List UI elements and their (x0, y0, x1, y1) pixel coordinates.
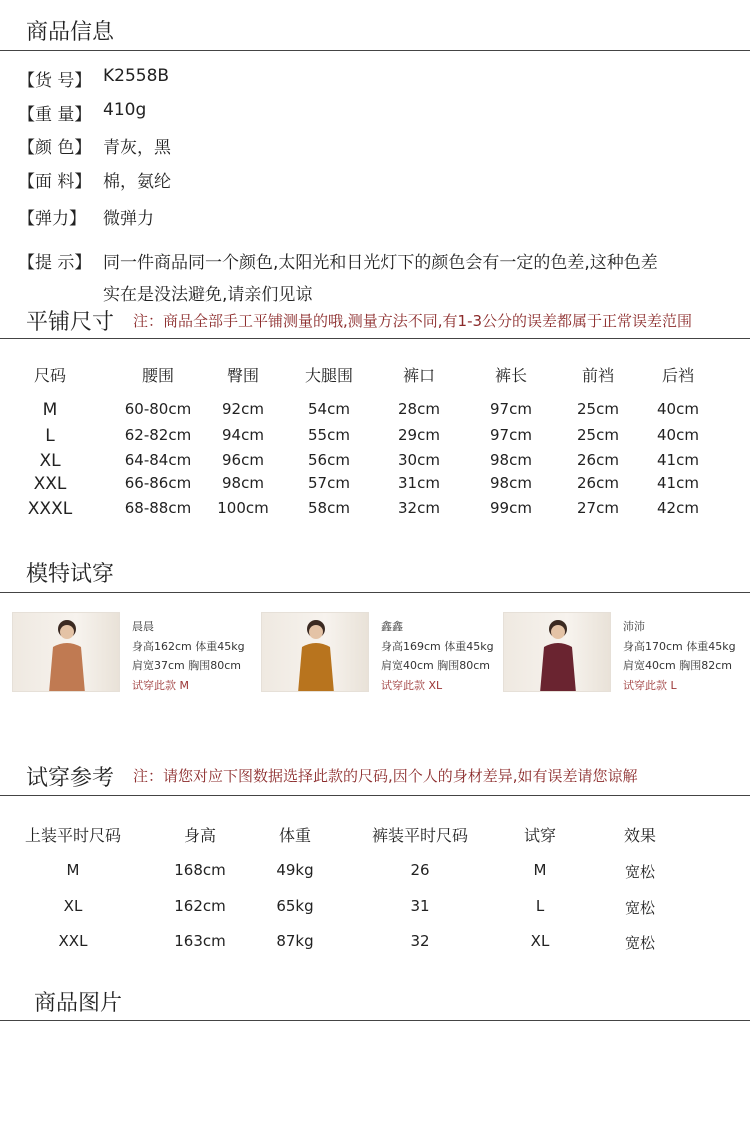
info-value: 棉，氨纶 (103, 172, 171, 192)
size-cell: 60-80cm (124, 400, 192, 418)
size-cell: 98cm (490, 451, 532, 469)
size-cell: 54cm (308, 400, 350, 418)
model-try: 试穿此款 XL (381, 679, 443, 692)
tip-line-2: 实在是没法避免,请亲们见谅 (103, 285, 313, 305)
info-label: 【货 号】 (18, 71, 92, 91)
size-cell: 29cm (398, 426, 440, 444)
size-cell: 94cm (222, 426, 264, 444)
size-table-note: 注：商品全部手工平铺测量的哦,测量方法不同,有1-3公分的误差都属于正常误差范围 (133, 312, 693, 330)
fit-cell: 31 (410, 897, 430, 915)
size-cell: 30cm (398, 451, 440, 469)
size-cell: 99cm (490, 499, 532, 517)
model-line1: 身高162cm 体重45kg (132, 640, 245, 653)
size-cell: 26cm (577, 474, 619, 492)
size-cell: 40cm (657, 400, 699, 418)
info-value: K2558B (103, 66, 170, 86)
fit-header-cell: 身高 (183, 826, 216, 845)
size-cell: 97cm (490, 426, 532, 444)
size-cell: 40cm (657, 426, 699, 444)
model-try: 试穿此款 L (623, 679, 677, 692)
fit-cell: 163cm (174, 932, 226, 950)
fit-cell: 26 (410, 861, 430, 879)
fit-cell: XXL (58, 932, 88, 950)
fit-header-cell: 上装平时尺码 (24, 826, 121, 845)
size-cell: XXXL (27, 499, 73, 519)
size-cell: L (45, 426, 55, 446)
divider (0, 795, 750, 796)
size-cell: 32cm (398, 499, 440, 517)
size-cell: 58cm (308, 499, 350, 517)
fit-cell: 65kg (276, 897, 314, 915)
size-cell: 97cm (490, 400, 532, 418)
fit-cell: 32 (410, 932, 430, 950)
info-label: 【面 料】 (18, 172, 92, 192)
size-cell: 27cm (577, 499, 619, 517)
size-cell: 68-88cm (124, 499, 192, 517)
fit-header-cell: 试穿 (523, 826, 556, 845)
info-value: 410g (103, 100, 147, 120)
model-line2: 肩宽40cm 胸围82cm (623, 659, 733, 672)
model-name: 鑫鑫 (381, 620, 403, 633)
size-cell: 100cm (217, 499, 269, 517)
fit-cell: XL (530, 932, 550, 950)
fit-cell: 宽松 (624, 863, 655, 881)
model-name: 沛沛 (623, 620, 645, 633)
size-cell: 98cm (490, 474, 532, 492)
size-cell: 62-82cm (124, 426, 192, 444)
info-label: 【弹力】 (18, 209, 86, 229)
size-header-cell: 大腿围 (304, 366, 353, 385)
fit-cell: 162cm (174, 897, 226, 915)
size-cell: XL (39, 451, 61, 471)
info-value: 微弹力 (103, 209, 154, 229)
size-cell: 25cm (577, 400, 619, 418)
size-header-cell: 后裆 (661, 366, 694, 385)
models-title: 模特试穿 (26, 562, 115, 587)
size-cell: 31cm (398, 474, 440, 492)
model-line1: 身高170cm 体重45kg (623, 640, 736, 653)
model-photo (261, 612, 369, 692)
size-cell: M (42, 400, 58, 420)
info-label: 【颜 色】 (18, 138, 92, 158)
product-images-title: 商品图片 (34, 991, 123, 1016)
size-cell: 96cm (222, 451, 264, 469)
size-cell: XXL (33, 474, 67, 494)
size-cell: 98cm (222, 474, 264, 492)
model-photo (12, 612, 120, 692)
size-cell: 55cm (308, 426, 350, 444)
fit-cell: 87kg (276, 932, 314, 950)
fit-cell: 168cm (174, 861, 226, 879)
size-header-cell: 前裆 (581, 366, 614, 385)
model-line2: 肩宽37cm 胸围80cm (132, 659, 242, 672)
divider (0, 592, 750, 593)
size-header-cell: 裤长 (494, 366, 527, 385)
fit-cell: 宽松 (624, 934, 655, 952)
model-try: 试穿此款 M (132, 679, 189, 692)
model-photo (503, 612, 611, 692)
fit-cell: XL (63, 897, 83, 915)
info-value: 青灰，黑 (103, 138, 171, 158)
size-header-cell: 尺码 (33, 366, 66, 385)
size-cell: 57cm (308, 474, 350, 492)
fit-cell: M (66, 861, 80, 879)
fit-ref-note: 注：请您对应下图数据选择此款的尺码,因个人的身材差异,如有误差请您谅解 (133, 767, 638, 785)
size-table-title: 平铺尺寸 (26, 310, 115, 335)
size-cell: 92cm (222, 400, 264, 418)
divider (0, 338, 750, 339)
tip-label: 【提 示】 (18, 253, 92, 273)
fit-cell: L (535, 897, 545, 915)
size-header-cell: 腰围 (141, 366, 174, 385)
size-cell: 25cm (577, 426, 619, 444)
size-cell: 42cm (657, 499, 699, 517)
model-name: 晨晨 (132, 620, 154, 633)
size-cell: 64-84cm (124, 451, 192, 469)
model-line2: 肩宽40cm 胸围80cm (381, 659, 491, 672)
model-line1: 身高169cm 体重45kg (381, 640, 494, 653)
size-cell: 41cm (657, 451, 699, 469)
info-label: 【重 量】 (18, 105, 92, 125)
tip-line-1: 同一件商品同一个颜色,太阳光和日光灯下的颜色会有一定的色差,这种色差 (103, 253, 658, 273)
size-cell: 66-86cm (124, 474, 192, 492)
fit-cell: 49kg (276, 861, 314, 879)
fit-cell: 宽松 (624, 899, 655, 917)
fit-header-cell: 体重 (278, 826, 311, 845)
product-info-title: 商品信息 (26, 20, 115, 45)
fit-header-cell: 裤装平时尺码 (371, 826, 468, 845)
size-cell: 26cm (577, 451, 619, 469)
size-cell: 28cm (398, 400, 440, 418)
divider (0, 1020, 750, 1021)
size-header-cell: 臀围 (226, 366, 259, 385)
size-cell: 56cm (308, 451, 350, 469)
fit-ref-title: 试穿参考 (26, 766, 115, 791)
size-header-cell: 裤口 (402, 366, 435, 385)
divider (0, 50, 750, 51)
size-cell: 41cm (657, 474, 699, 492)
fit-header-cell: 效果 (623, 826, 656, 845)
fit-cell: M (533, 861, 547, 879)
